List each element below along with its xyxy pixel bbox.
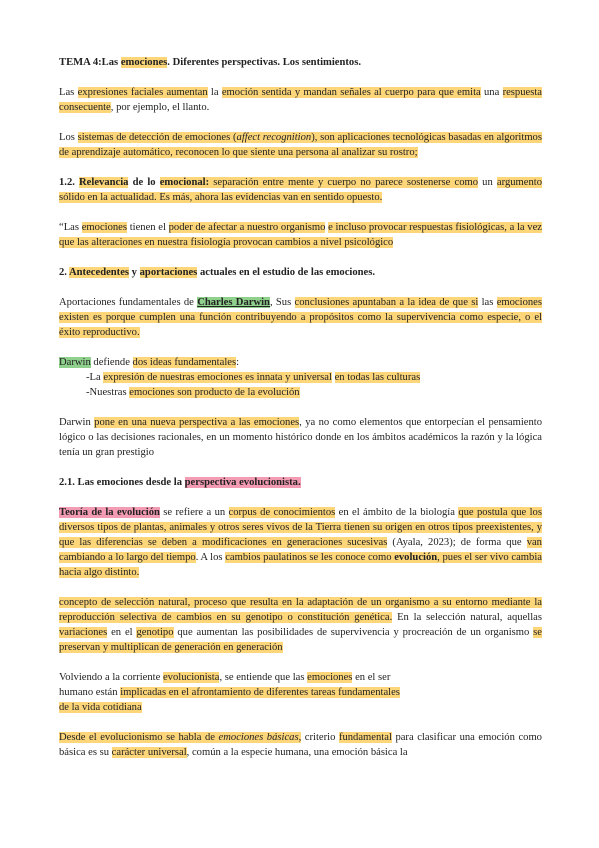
text: (Ayala, 2023); de forma que bbox=[387, 537, 527, 548]
highlight: cambios paulatinos se les conoce como bbox=[225, 552, 395, 563]
text: en el ser bbox=[352, 672, 391, 683]
highlight: Antecedentes bbox=[69, 267, 130, 278]
text: una bbox=[480, 87, 503, 98]
text: y bbox=[129, 267, 140, 278]
section-1-2 bbox=[59, 175, 542, 205]
highlight-italic: emociones básicas bbox=[218, 732, 299, 743]
highlight: evolucionista bbox=[162, 672, 220, 683]
paragraph-perspectiva bbox=[59, 415, 542, 460]
highlight: aportaciones bbox=[139, 267, 198, 278]
text: . A los bbox=[195, 552, 226, 563]
text: , común a la especie humana, una emoción básica la bbox=[186, 747, 408, 758]
paragraph-expresiones bbox=[59, 85, 542, 115]
highlight: selección natural bbox=[114, 597, 188, 608]
paragraph-volviendo bbox=[59, 670, 542, 715]
text: , Sus bbox=[269, 297, 295, 308]
paragraph-ideas bbox=[59, 355, 542, 370]
quote-paragraph bbox=[59, 220, 542, 250]
highlight-bold: evolución bbox=[394, 552, 438, 563]
text: defiende bbox=[90, 357, 133, 368]
highlight: expresión de nuestras emociones es innata y universal bbox=[103, 372, 332, 383]
highlight-pink: perspectiva evolucionista. bbox=[184, 477, 301, 488]
highlight: implicadas en el afrontamiento de diferentes tareas fundamentales bbox=[120, 687, 400, 698]
highlight: emoción sentida y mandan señales al cuerpo para que emita bbox=[221, 87, 481, 98]
highlight: poder de afectar a nuestro organismo bbox=[168, 222, 326, 233]
highlight: ), bbox=[311, 132, 321, 143]
highlight: emociones bbox=[307, 672, 353, 683]
highlight: respuesta consecuente bbox=[59, 87, 542, 113]
section-number: 2. bbox=[59, 267, 70, 278]
text: “Las bbox=[59, 222, 82, 233]
highlight-pink: Teoría de la evolución bbox=[59, 507, 160, 518]
highlight: pone en una nueva perspectiva a las emociones bbox=[94, 417, 300, 428]
text: -La bbox=[86, 372, 104, 383]
text: un bbox=[478, 177, 497, 188]
highlight: en todas las culturas bbox=[334, 372, 421, 383]
highlight: expresiones faciales aumentan bbox=[77, 87, 208, 98]
highlight: , proceso que resulta en la adaptación de un organismo a su entorno mediante la reproducción selectiva de cambios en su genotipo o constitución genética. bbox=[59, 597, 542, 623]
text: se refiere a un bbox=[159, 507, 229, 518]
highlight: genotipo bbox=[136, 627, 174, 638]
text: humano están bbox=[59, 687, 121, 698]
text: de lo bbox=[128, 177, 160, 188]
highlight: sistemas de detección de emociones bbox=[77, 132, 231, 143]
highlight: conclusiones apuntaban a la idea de que si bbox=[294, 297, 479, 308]
paragraph-basicas bbox=[59, 730, 542, 760]
document-page bbox=[59, 55, 542, 760]
text: en el bbox=[107, 627, 137, 638]
text: , se entiende que las bbox=[219, 672, 308, 683]
text: criterio bbox=[301, 732, 339, 743]
highlight-italic: affect recognition bbox=[236, 132, 312, 143]
highlight: emocional: bbox=[159, 177, 210, 188]
highlight: , pues el ser vivo cambia hacia algo distinto. bbox=[59, 552, 542, 578]
paragraph-darwin bbox=[59, 295, 542, 340]
highlight: emociones son producto de la evolución bbox=[129, 387, 300, 398]
text: , por ejemplo, el llanto. bbox=[110, 102, 210, 113]
text: en el ámbito de la biología bbox=[335, 507, 459, 518]
text: para clasificar una emoción como básica es su bbox=[59, 732, 542, 758]
highlight: e incluso provocar respuestas fisiológicas, a la vez que las alteraciones en nuestra fisiología provocan cambios a nivel psicológico bbox=[59, 222, 543, 248]
text: actuales en el estudio de las emociones. bbox=[197, 267, 376, 278]
text: Las bbox=[59, 87, 78, 98]
highlight: variaciones bbox=[59, 627, 108, 638]
paragraph-seleccion bbox=[59, 595, 542, 655]
page-title bbox=[59, 55, 542, 70]
text: Volviendo a la corriente bbox=[59, 672, 163, 683]
highlight: Desde el evolucionismo se habla de bbox=[59, 732, 219, 743]
text: En la selección natural, aquellas bbox=[392, 612, 543, 623]
highlight: van cambiando a lo largo del tiempo bbox=[59, 537, 542, 563]
highlight: Relevancia bbox=[79, 177, 129, 188]
paragraph-teoria bbox=[59, 505, 542, 580]
section-2-1-heading bbox=[59, 475, 542, 490]
title-highlight: emociones bbox=[120, 57, 168, 68]
highlight: emociones existen es porque cumplen una función contribuyendo a propósitos como la supervivencia como especie, o el éxito reproductivo. bbox=[59, 297, 542, 338]
highlight-green: Darwin bbox=[59, 357, 91, 368]
text: Aportaciones fundamentales de bbox=[59, 297, 198, 308]
title-text-end: . Diferentes perspectivas. Los sentimientos. bbox=[167, 57, 361, 68]
highlight: ( bbox=[230, 132, 237, 143]
highlight: corpus de conocimientos bbox=[228, 507, 336, 518]
highlight: argumento sólido en la actualidad. Es más, ahora las evidencias van en sentido opuesto. bbox=[59, 177, 543, 203]
highlight: carácter universal bbox=[111, 747, 187, 758]
highlight: dos ideas fundamentales bbox=[132, 357, 237, 368]
darwin-name: Charles Darwin bbox=[197, 297, 270, 308]
highlight: emociones bbox=[81, 222, 128, 233]
title-text: TEMA 4:Las bbox=[59, 57, 121, 68]
text: Darwin bbox=[59, 417, 95, 428]
text: , ya no como elementos que entorpecían el pensamiento lógico o las decisiones racionales, en un momento histórico donde en los ámbitos académicos la razón y la lógica tenía un gran prestigio bbox=[59, 417, 542, 458]
list-item bbox=[59, 370, 542, 385]
highlight: concepto de bbox=[59, 597, 115, 608]
section-2-heading bbox=[59, 265, 542, 280]
text: Los bbox=[59, 132, 78, 143]
highlight: separación entre mente y cuerpo no parece sostenerse como bbox=[209, 177, 479, 188]
text: la bbox=[207, 87, 222, 98]
text: las bbox=[478, 297, 497, 308]
highlight: , bbox=[298, 732, 302, 743]
text: que aumentan las posibilidades de supervivencia y procreación de un organismo bbox=[173, 627, 534, 638]
text: 2.1. Las emociones desde la bbox=[59, 477, 185, 488]
highlight: fundamental bbox=[338, 732, 392, 743]
highlight: son aplicaciones tecnológicas basadas en algoritmos de aprendizaje automático, reconocen lo que siente una persona al analizar su rostro; bbox=[59, 132, 542, 158]
paragraph-sistemas bbox=[59, 130, 542, 160]
highlight: que postula que los diversos tipos de plantas, animales y otros seres vivos de la Tierra tienen su origen en otros tipos preexistentes, y que las diferencias se deben a modificaciones en generaciones sucesivas bbox=[59, 507, 542, 548]
text: tienen el bbox=[127, 222, 169, 233]
text: -Nuestras bbox=[86, 387, 130, 398]
highlight: de la vida cotidiana bbox=[59, 702, 142, 713]
highlight: se preservan y multiplican de generación en generación bbox=[59, 627, 542, 653]
text: : bbox=[236, 357, 240, 368]
section-number: 1.2. bbox=[59, 177, 80, 188]
list-item bbox=[59, 385, 542, 400]
